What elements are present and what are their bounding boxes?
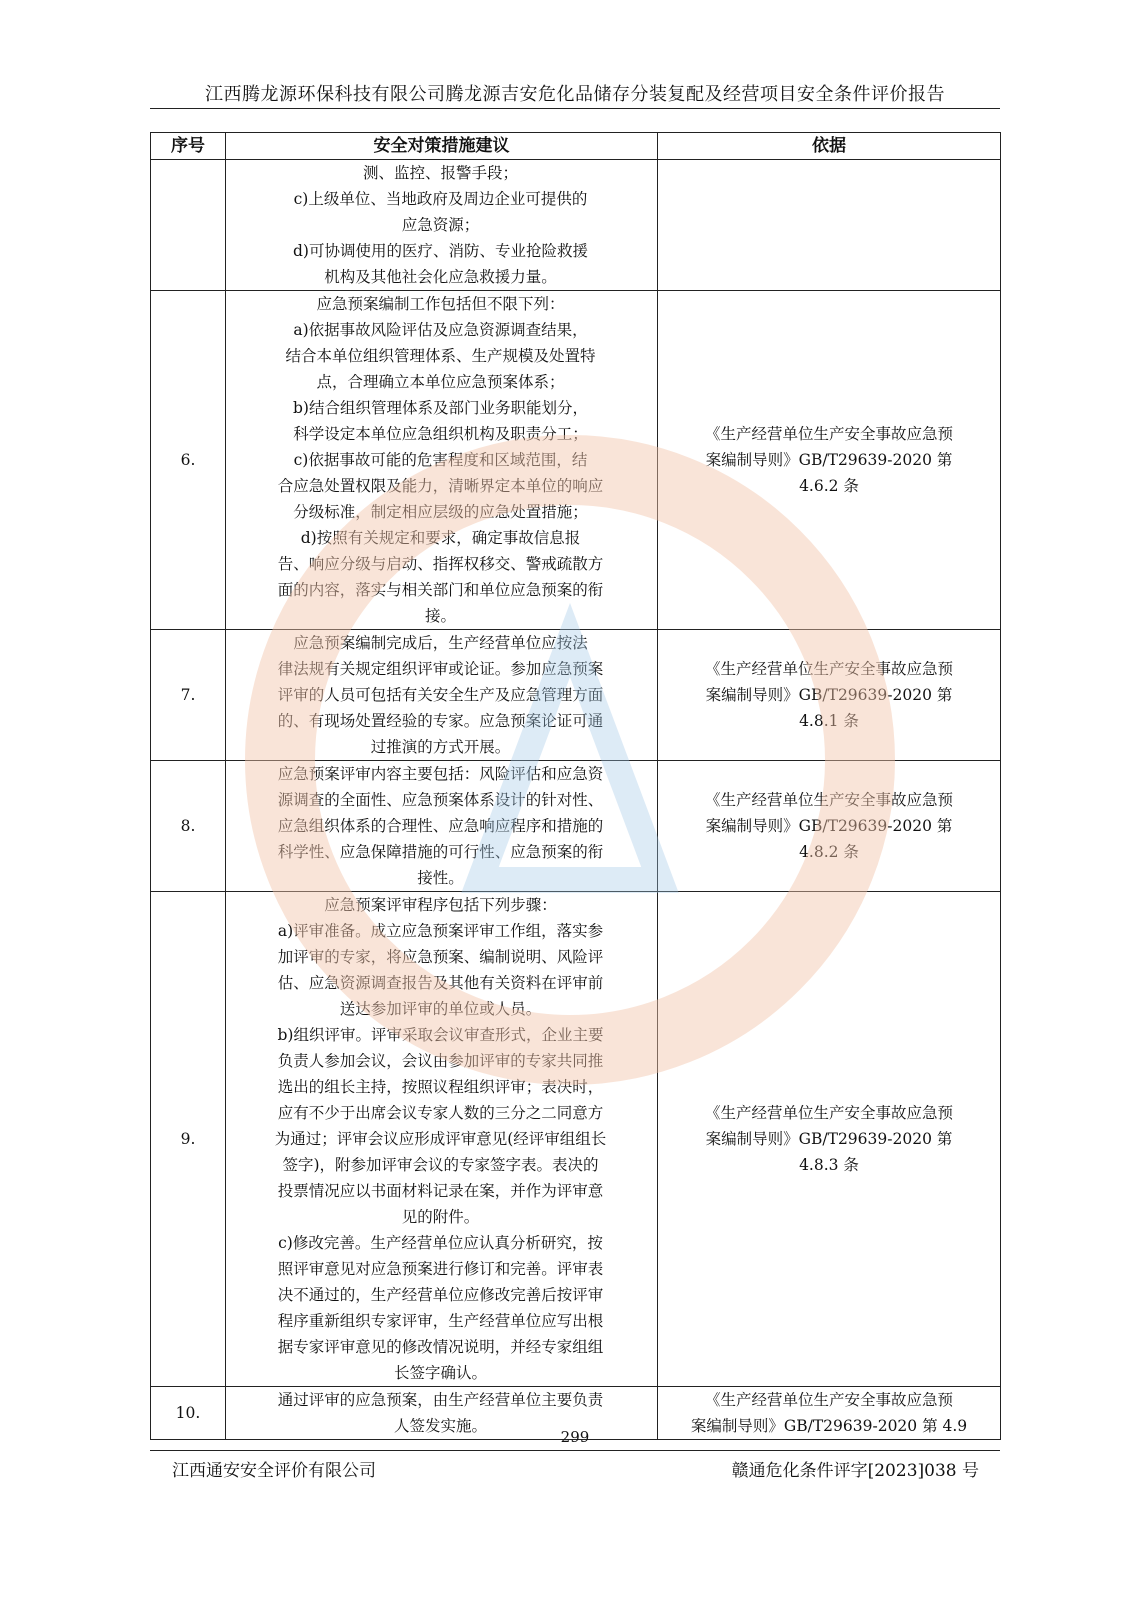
measure-line: 程序重新组织专家评审，生产经营单位应写出根 [277,1312,604,1330]
measure-line: 应急资源； [401,216,480,234]
basis-line: 《生产经营单位生产安全事故应急预 [704,1391,953,1409]
measure-line: c)上级单位、当地政府及周边企业可提供的 [293,190,588,208]
measure-cell [226,761,658,892]
measure-line: 面的内容，落实与相关部门和单位应急预案的衔 [277,581,604,599]
row-number: 6. [151,291,226,630]
measure-line: c)修改完善。生产经营单位应认真分析研究，按 [278,1234,603,1252]
measure-line: 决不通过的，生产经营单位应修改完善后按评审 [277,1286,604,1304]
basis-line: 案编制导则》GB/T29639-2020 第 4.9 [690,1417,968,1435]
column-header-number: 序号 [151,133,226,160]
measure-line: 照评审意见对应急预案进行修订和完善。评审表 [277,1260,604,1278]
measure-line: a)依据事故风险评估及应急资源调查结果， [293,321,588,339]
measure-line: 人签发实施。 [393,1417,487,1435]
measure-line: 告、响应分级与启动、指挥权移交、警戒疏散方 [277,555,604,573]
basis-line: 案编制导则》GB/T29639-2020 第 [705,686,953,704]
measure-line: 应有不少于出席会议专家人数的三分之二同意方 [277,1104,604,1122]
measure-line: 律法规有关规定组织评审或论证。参加应急预案 [277,660,604,678]
table-row [151,160,1001,291]
measure-line: 分级标准，制定相应层级的应急处置措施； [293,503,588,521]
measure-line: 负责人参加会议，会议由参加评审的专家共同推 [277,1052,604,1070]
measure-line: 加评审的专家，将应急预案、编制说明、风险评 [277,948,604,966]
measure-line: 投票情况应以书面材料记录在案，并作为评审意 [277,1182,604,1200]
row-number [151,160,226,291]
measure-line: 过推演的方式开展。 [370,738,511,756]
measure-line: 据专家评审意见的修改情况说明，并经专家组组 [277,1338,604,1356]
basis-line: 《生产经营单位生产安全事故应急预 [704,425,953,443]
table-header-row [151,133,1001,160]
measure-line: 接性。 [417,869,464,887]
basis-cell [658,291,1001,630]
table-row [151,761,1001,892]
measure-line: d)可协调使用的医疗、消防、专业抢险救援 [293,242,588,260]
safety-measures-table [150,132,1001,1440]
measure-line: 评审的人员可包括有关安全生产及应急管理方面 [277,686,604,704]
basis-line: 《生产经营单位生产安全事故应急预 [704,1104,953,1122]
basis-line: 4.8.1 条 [799,712,859,730]
table-row [151,630,1001,761]
measure-cell [226,291,658,630]
measure-line: d)按照有关规定和要求，确定事故信息报 [300,529,581,547]
page-number: 299 [560,1428,590,1446]
measure-line: 签字)，附参加评审会议的专家签字表。表决的 [282,1156,599,1174]
basis-line: 《生产经营单位生产安全事故应急预 [704,791,953,809]
measure-line: 科学设定本单位应急组织机构及职责分工； [293,425,588,443]
basis-cell [658,761,1001,892]
measure-line: 应急预案评审程序包括下列步骤： [324,896,557,914]
footer-divider [150,1450,1000,1451]
footer-document-code: 赣通危化条件评字[2023]038 号 [731,1461,979,1481]
footer-company: 江西通安安全评价有限公司 [172,1461,376,1481]
column-header-basis: 依据 [658,133,1001,160]
page-header-title: 江西腾龙源环保科技有限公司腾龙源吉安危化品储存分装复配及经营项目安全条件评价报告 [205,84,945,105]
basis-cell [658,892,1001,1387]
measure-line: 为通过；评审会议应形成评审意见(经评审组组长 [274,1130,607,1148]
measure-line: 点，合理确立本单位应急预案体系； [316,373,565,391]
basis-cell [658,160,1001,291]
basis-line: 4.8.2 条 [799,843,859,861]
row-number: 7. [151,630,226,761]
table-row [151,892,1001,1387]
row-number: 10. [151,1387,226,1440]
measure-line: 长签字确认。 [393,1364,487,1382]
measure-line: 应急预案评审内容主要包括：风险评估和应急资 [277,765,604,783]
measure-line: b)结合组织管理体系及部门业务职能划分， [293,399,588,417]
measure-cell [226,630,658,761]
measure-line: 应急预案编制完成后，生产经营单位应按法 [293,634,588,652]
measure-cell [226,160,658,291]
measure-line: 结合本单位组织管理体系、生产规模及处置特 [285,347,596,365]
basis-line: 4.8.3 条 [799,1156,859,1174]
measure-line: 科学性、应急保障措施的可行性、应急预案的衔 [277,843,604,861]
measure-line: 应急预案编制工作包括但不限下列： [316,295,565,313]
measure-line: 源调查的全面性、应急预案体系设计的针对性、 [277,791,604,809]
basis-line: 案编制导则》GB/T29639-2020 第 [705,1130,953,1148]
measure-line: 见的附件。 [401,1208,480,1226]
measure-line: 估、应急资源调查报告及其他有关资料在评审前 [277,974,604,992]
basis-line: 《生产经营单位生产安全事故应急预 [704,660,953,678]
measure-line: 的、有现场处置经验的专家。应急预案论证可通 [277,712,604,730]
measure-line: 通过评审的应急预案，由生产经营单位主要负责 [277,1391,604,1409]
basis-line: 4.6.2 条 [799,477,859,495]
measure-line: 机构及其他社会化应急救援力量。 [324,268,557,286]
measure-line: 合应急处置权限及能力，清晰界定本单位的响应 [277,477,604,495]
column-header-measure: 安全对策措施建议 [226,133,658,160]
measure-line: a)评审准备。成立应急预案评审工作组，落实参 [277,922,604,940]
basis-cell [658,630,1001,761]
header-divider [150,108,1000,109]
measure-line: 接。 [424,607,456,625]
measure-line: c)依据事故可能的危害程度和区域范围，结 [293,451,588,469]
measure-line: 选出的组长主持，按照议程组织评审；表决时， [277,1078,604,1096]
row-number: 8. [151,761,226,892]
measure-cell [226,892,658,1387]
basis-line: 案编制导则》GB/T29639-2020 第 [705,817,953,835]
measure-line: 应急组织体系的合理性、应急响应程序和措施的 [277,817,604,835]
measure-line: b)组织评审。评审采取会议审查形式，企业主要 [277,1026,604,1044]
row-number: 9. [151,892,226,1387]
measure-line: 测、监控、报警手段； [362,164,518,182]
table-row [151,291,1001,630]
measure-line: 送达参加评审的单位或人员。 [339,1000,542,1018]
basis-line: 案编制导则》GB/T29639-2020 第 [705,451,953,469]
